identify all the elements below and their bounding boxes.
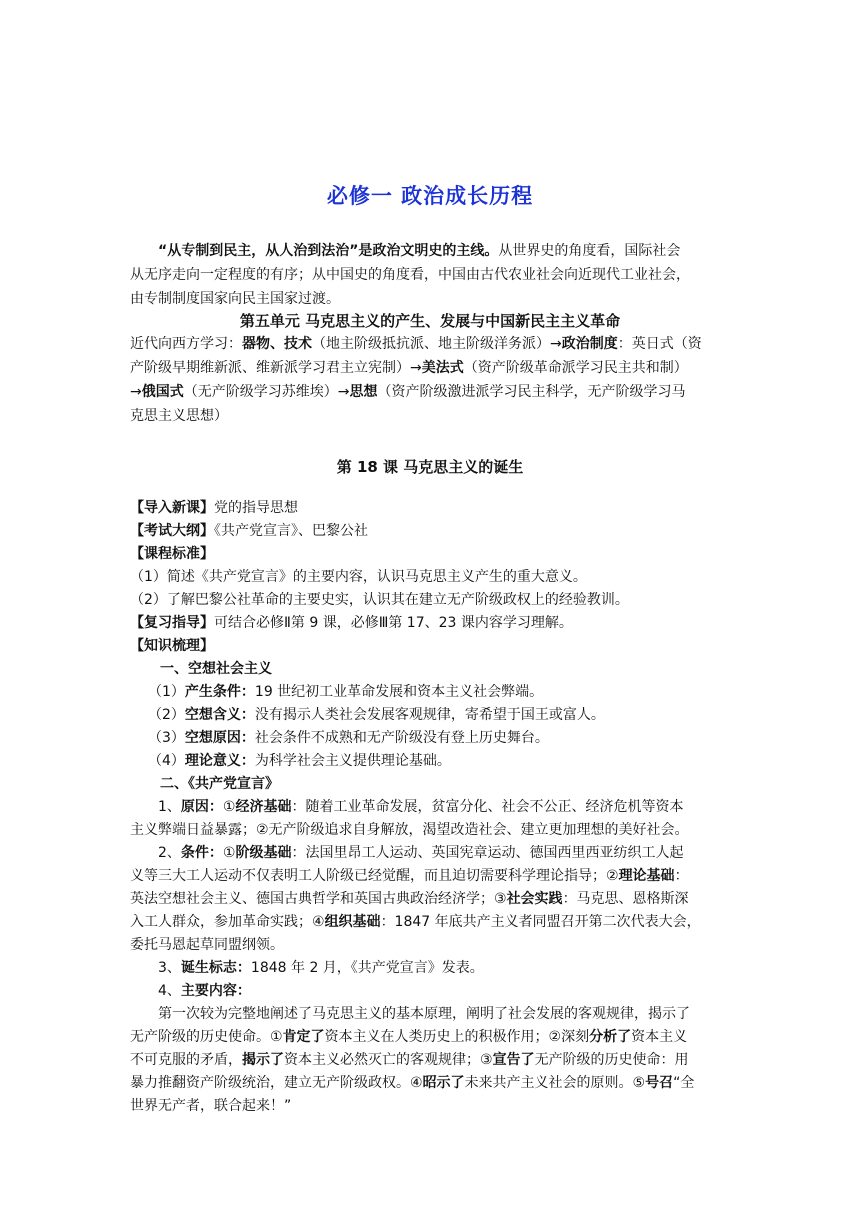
item-number: （1） bbox=[148, 684, 185, 700]
item-text: ： bbox=[674, 868, 689, 884]
section-label: 【考试大纲】 bbox=[130, 523, 214, 539]
section-intro bbox=[130, 497, 298, 519]
item-label: 条件： bbox=[180, 845, 223, 861]
part2-birth-mark bbox=[158, 957, 484, 979]
item-text: 无产阶级的历史使命：用 bbox=[534, 1052, 689, 1068]
item-text: 没有揭示人类社会发展客观规律，寄希望于国王或富人。 bbox=[254, 707, 605, 723]
intro-line-1-rest: 从世界史的角度看，国际社会 bbox=[498, 243, 681, 259]
item-bold: 揭示了 bbox=[242, 1052, 284, 1068]
part2-content-line-3 bbox=[130, 1049, 689, 1071]
unit-title: 第五单元 马克思主义的产生、发展与中国新民主主义革命 bbox=[239, 312, 621, 330]
section-text: 可结合必修Ⅱ第 9 课，必修Ⅲ第 17、23 课内容学习理解。 bbox=[214, 615, 573, 631]
item-text: ：1847 年底共产主义者同盟召开第二次代表大会， bbox=[380, 914, 701, 930]
unit-intro-text: → bbox=[130, 384, 142, 400]
item-label: 产生条件： bbox=[184, 684, 255, 700]
item-text: 1848 年 2 月，《共产党宣言》发表。 bbox=[250, 960, 484, 976]
item-bold: 经济基础 bbox=[235, 799, 292, 815]
unit-intro-bold: 器物、技术 bbox=[242, 336, 312, 352]
section-knowledge-label: 【知识梳理】 bbox=[130, 638, 214, 654]
part1-heading: 一、空想社会主义 bbox=[160, 661, 272, 677]
item-number: 1、 bbox=[158, 799, 181, 815]
item-text: 义等三大工人运动不仅表明工人阶级已经觉醒，而且迫切需要科学理论指导；② bbox=[130, 868, 619, 884]
item-text: 未来共产主义社会的原则。⑤ bbox=[464, 1075, 646, 1091]
unit-intro-text: （资产阶级激进派学习民主科学，无产阶级学习马 bbox=[377, 384, 686, 400]
item-bold: 社会实践 bbox=[506, 891, 563, 907]
unit-intro-bold: 美法式 bbox=[421, 360, 464, 376]
item-bold: 理论基础 bbox=[618, 868, 675, 884]
item-bold: 宣告了 bbox=[492, 1052, 535, 1068]
unit-intro-text: 产阶级早期维新派、维新派学习君主立宪制）→ bbox=[130, 360, 422, 376]
unit-intro-text: ：英日式（资 bbox=[617, 336, 702, 352]
unit-intro-line-2 bbox=[130, 357, 688, 379]
intro-quote: “从专制到民主，从人治到法治”是政治文明史的主线。 bbox=[158, 243, 499, 259]
item-bold: 组织基础 bbox=[324, 914, 381, 930]
item-number: （2） bbox=[148, 707, 185, 723]
item-bold: 分析了 bbox=[589, 1029, 632, 1045]
section-review bbox=[130, 612, 573, 634]
section-text: 党的指导思想 bbox=[214, 500, 298, 516]
part2-cause-line-1 bbox=[158, 796, 683, 818]
section-standard-label: 【课程标准】 bbox=[130, 546, 214, 562]
section-label: 【复习指导】 bbox=[130, 615, 214, 631]
part1-item-1 bbox=[148, 681, 543, 703]
item-text: 暴力推翻资产阶级统治，建立无产阶级政权。④ bbox=[130, 1075, 423, 1091]
item-text: ：随着工业革命发展，贫富分化、社会不公正、经济危机等资本 bbox=[291, 799, 684, 815]
item-bold: 阶级基础 bbox=[235, 845, 292, 861]
item-text: 社会条件不成熟和无产阶级没有登上历史舞台。 bbox=[254, 730, 549, 746]
item-text: “全 bbox=[673, 1075, 695, 1091]
part2-condition-line-1 bbox=[158, 842, 683, 864]
unit-intro-bold: 政治制度 bbox=[561, 336, 618, 352]
lesson-title: 第 18 课 马克思主义的诞生 bbox=[336, 458, 524, 476]
item-label: 空想原因： bbox=[184, 730, 255, 746]
standard-item-1: （1）简述《共产党宣言》的主要内容，认识马克思主义产生的重大意义。 bbox=[130, 569, 587, 585]
item-text: 无产阶级的历史使命。① bbox=[130, 1029, 283, 1045]
part2-condition-line-3 bbox=[130, 888, 689, 910]
item-number: （3） bbox=[148, 730, 185, 746]
unit-intro-text: 近代向西方学习： bbox=[130, 336, 242, 352]
item-number: 4、 bbox=[158, 983, 181, 999]
item-text: 不可克服的矛盾， bbox=[130, 1052, 242, 1068]
unit-intro-line-3 bbox=[130, 381, 685, 403]
section-label: 【导入新课】 bbox=[130, 500, 214, 516]
part2-condition-line-4 bbox=[130, 911, 701, 933]
page-title: 必修一 政治成长历程 bbox=[326, 184, 534, 208]
item-bold: 号召 bbox=[645, 1075, 674, 1091]
unit-intro-bold: 俄国式 bbox=[141, 384, 184, 400]
item-label: 空想含义： bbox=[184, 707, 255, 723]
section-outline bbox=[130, 520, 368, 542]
part1-item-3 bbox=[148, 727, 549, 749]
item-label: 诞生标志： bbox=[180, 960, 251, 976]
item-text: 19 世纪初工业革命发展和资本主义社会弊端。 bbox=[254, 684, 544, 700]
unit-intro-line-4: 克思主义思想） bbox=[130, 408, 228, 424]
item-number: 2、 bbox=[158, 845, 181, 861]
unit-intro-text: （资产阶级革命派学习民主共和制） bbox=[463, 360, 688, 376]
intro-line-3: 由专制制度国家向民主国家过渡。 bbox=[130, 291, 340, 307]
item-text: ① bbox=[222, 845, 236, 861]
item-text: 资本主义 bbox=[631, 1029, 688, 1045]
intro-line-2: 从无序走向一定程度的有序；从中国史的角度看，中国由古代农业社会向近现代工业社会， bbox=[130, 267, 690, 283]
unit-intro-bold: 思想 bbox=[349, 384, 378, 400]
part2-condition-line-2 bbox=[130, 865, 689, 887]
part2-content-line-1: 第一次较为完整地阐述了马克思主义的基本原理，阐明了社会发展的客观规律，揭示了 bbox=[158, 1006, 690, 1022]
part2-content-line-4 bbox=[130, 1072, 694, 1094]
item-text: 资本主义在人类历史上的积极作用；②深刻 bbox=[324, 1029, 590, 1045]
part2-condition-line-5: 委托马恩起草同盟纲领。 bbox=[130, 937, 284, 953]
item-text: 入工人群众，参加革命实践；④ bbox=[130, 914, 325, 930]
item-label: 主要内容： bbox=[180, 983, 251, 999]
item-text: 为科学社会主义提供理论基础。 bbox=[254, 753, 451, 769]
item-number: 3、 bbox=[158, 960, 181, 976]
part2-cause-line-2: 主义弊端日益暴露；②无产阶级追求自身解放，渴望改造社会、建立更加理想的美好社会。 bbox=[130, 822, 689, 838]
standard-item-2: （2）了解巴黎公社革命的主要史实，认识其在建立无产阶级政权上的经验教训。 bbox=[130, 592, 629, 608]
part2-heading: 二、《共产党宣言》 bbox=[160, 776, 279, 792]
part1-item-2 bbox=[148, 704, 605, 726]
item-text: 资本主义必然灭亡的客观规律；③ bbox=[284, 1052, 493, 1068]
item-bold: 肯定了 bbox=[282, 1029, 325, 1045]
item-text: ：马克思、恩格斯深 bbox=[562, 891, 689, 907]
part2-content-line-5: 世界无产者，联合起来！” bbox=[130, 1098, 292, 1114]
intro-line-1 bbox=[158, 240, 680, 262]
item-label: 原因： bbox=[180, 799, 223, 815]
item-text: ：法国里昂工人运动、英国宪章运动、德国西里西亚纺织工人起 bbox=[291, 845, 684, 861]
unit-intro-text: （无产阶级学习苏维埃）→ bbox=[183, 384, 350, 400]
item-number: （4） bbox=[148, 753, 185, 769]
part2-content-line-2 bbox=[130, 1026, 687, 1048]
unit-intro-line-1 bbox=[130, 333, 702, 355]
unit-intro-text: （地主阶级抵抗派、地主阶级洋务派）→ bbox=[312, 336, 562, 352]
section-text: 《共产党宣言》、巴黎公社 bbox=[214, 523, 368, 539]
item-text: ① bbox=[222, 799, 236, 815]
part1-item-4 bbox=[148, 750, 451, 772]
item-label: 理论意义： bbox=[184, 753, 255, 769]
item-bold: 昭示了 bbox=[422, 1075, 465, 1091]
part2-content-heading bbox=[158, 980, 251, 1002]
item-text: 英法空想社会主义、德国古典哲学和英国古典政治经济学；③ bbox=[130, 891, 507, 907]
